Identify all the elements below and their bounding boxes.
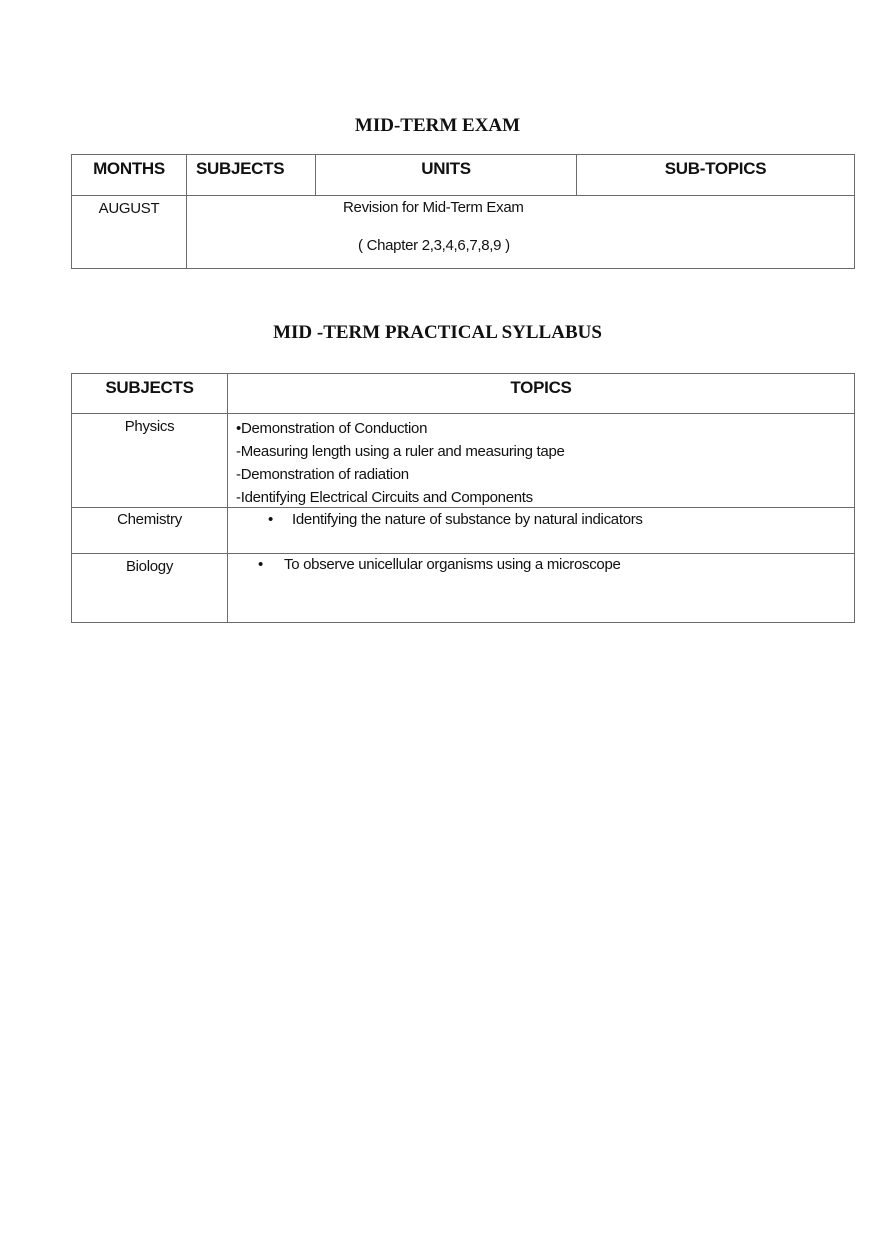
subject-physics: Physics (71, 413, 228, 508)
practical-title: MID -TERM PRACTICAL SYLLABUS (273, 322, 602, 343)
header-topics: TOPICS (227, 373, 855, 414)
revision-text: Revision for Mid-Term Exam (343, 199, 524, 216)
chapters-text: ( Chapter 2,3,4,6,7,8,9 ) (358, 237, 510, 254)
header-units: UNITS (315, 154, 577, 196)
topic-item: -Measuring length using a ruler and measuring tape (236, 443, 565, 460)
subject-biology: Biology (71, 553, 228, 623)
subject-chemistry: Chemistry (71, 507, 228, 554)
topic-item: Identifying the nature of substance by natural indicators (292, 511, 643, 528)
header-sub-topics: SUB-TOPICS (576, 154, 855, 196)
month-cell: AUGUST (71, 195, 187, 269)
physics-topics (227, 413, 855, 508)
topic-item: -Identifying Electrical Circuits and Components (236, 489, 533, 506)
bullet-icon: • (268, 511, 273, 528)
header-months: MONTHS (71, 154, 187, 196)
header-subjects: SUBJECTS (186, 154, 316, 196)
exam-title: MID-TERM EXAM (354, 115, 521, 136)
header-subjects: SUBJECTS (71, 373, 228, 414)
topic-item: To observe unicellular organisms using a microscope (284, 556, 621, 573)
bullet-icon: • (258, 556, 263, 573)
topic-item: -Demonstration of radiation (236, 466, 409, 483)
topic-item: •Demonstration of Conduction (236, 420, 428, 437)
